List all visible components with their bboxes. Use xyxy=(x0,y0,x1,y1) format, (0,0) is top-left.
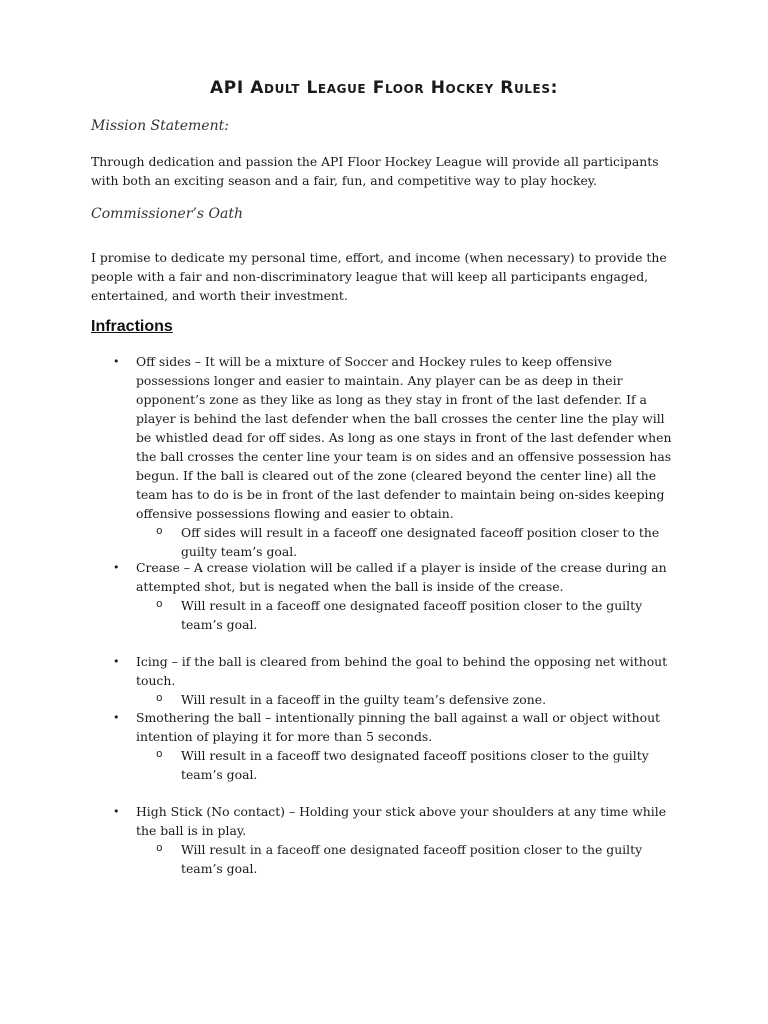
infraction-penalty xyxy=(156,596,683,634)
circle-bullet-icon: o xyxy=(156,843,163,855)
infraction-text: High Stick (No contact) – Holding your stick above your shoulders at any time while the ball is in play. xyxy=(136,804,667,838)
infraction-penalty-text: Off sides will result in a faceoff one designated faceoff position closer to the guilty team’s goal. xyxy=(181,525,660,559)
mission-statement-text: Through dedication and passion the API Floor Hockey League will provide all participants with both an exciting season and a fair, fun, and competitive way to play hockey. xyxy=(91,154,659,188)
circle-bullet-icon: o xyxy=(156,749,163,761)
bullet-icon: • xyxy=(113,561,120,574)
infraction-penalty xyxy=(156,690,683,709)
mission-statement-label: Mission Statement: xyxy=(91,118,229,134)
infraction-item-smothering xyxy=(113,708,683,784)
bullet-icon: • xyxy=(113,711,120,724)
circle-bullet-icon: o xyxy=(156,599,163,611)
infraction-penalty xyxy=(156,523,683,561)
infraction-text: Crease – A crease violation will be called if a player is inside of the crease during an attempted shot, but is negated when the ball is inside of the crease. xyxy=(136,560,667,594)
infractions-heading: Infractions xyxy=(91,318,173,335)
infraction-penalty-text: Will result in a faceoff two designated faceoff positions closer to the guilty team’s goal. xyxy=(181,748,649,782)
infraction-text: Off sides – It will be a mixture of Soccer and Hockey rules to keep offensive possessions longer and easier to maintain. Any player can be as deep in their opponent’s zone as they like as long as they stay in front of the last defender. If a player is behind the last defender when the ball crosses the center line the play will be whistled dead for off sides. As long as one stays in front of the last defender when the ball crosses the center line your team is on sides and an offensive possession has begun. If the ball is cleared out of the zone (cleared beyond the center line) all the team has to do is be in front of the last defender to maintain being on-sides keeping offensive possessions flowing and easier to obtain. xyxy=(136,354,672,521)
infraction-item-icing xyxy=(113,652,683,709)
circle-bullet-icon: o xyxy=(156,693,163,705)
infraction-item-crease xyxy=(113,558,683,634)
commissioners-oath-label: Commissioner’s Oath xyxy=(91,206,243,222)
document-title: API Adult League Floor Hockey Rules: xyxy=(210,78,558,98)
infraction-penalty xyxy=(156,746,683,784)
bullet-icon: • xyxy=(113,655,120,668)
circle-bullet-icon: o xyxy=(156,526,163,538)
bullet-icon: • xyxy=(113,355,120,368)
infraction-penalty-text: Will result in a faceoff in the guilty team’s defensive zone. xyxy=(181,692,547,707)
infraction-text: Icing – if the ball is cleared from behind the goal to behind the opposing net without touch. xyxy=(136,654,668,688)
infraction-penalty xyxy=(156,840,683,878)
infraction-item-off-sides xyxy=(113,352,683,561)
commissioners-oath-text: I promise to dedicate my personal time, effort, and income (when necessary) to provide the people with a fair and non-discriminatory league that will keep all participants engaged, entertained, and worth their investment. xyxy=(91,250,667,303)
infraction-text: Smothering the ball – intentionally pinning the ball against a wall or object without intention of playing it for more than 5 seconds. xyxy=(136,710,661,744)
infraction-penalty-text: Will result in a faceoff one designated faceoff position closer to the guilty team’s goal. xyxy=(181,842,643,876)
infraction-item-high-stick xyxy=(113,802,683,878)
infraction-penalty-text: Will result in a faceoff one designated faceoff position closer to the guilty team’s goal. xyxy=(181,598,643,632)
bullet-icon: • xyxy=(113,805,120,818)
